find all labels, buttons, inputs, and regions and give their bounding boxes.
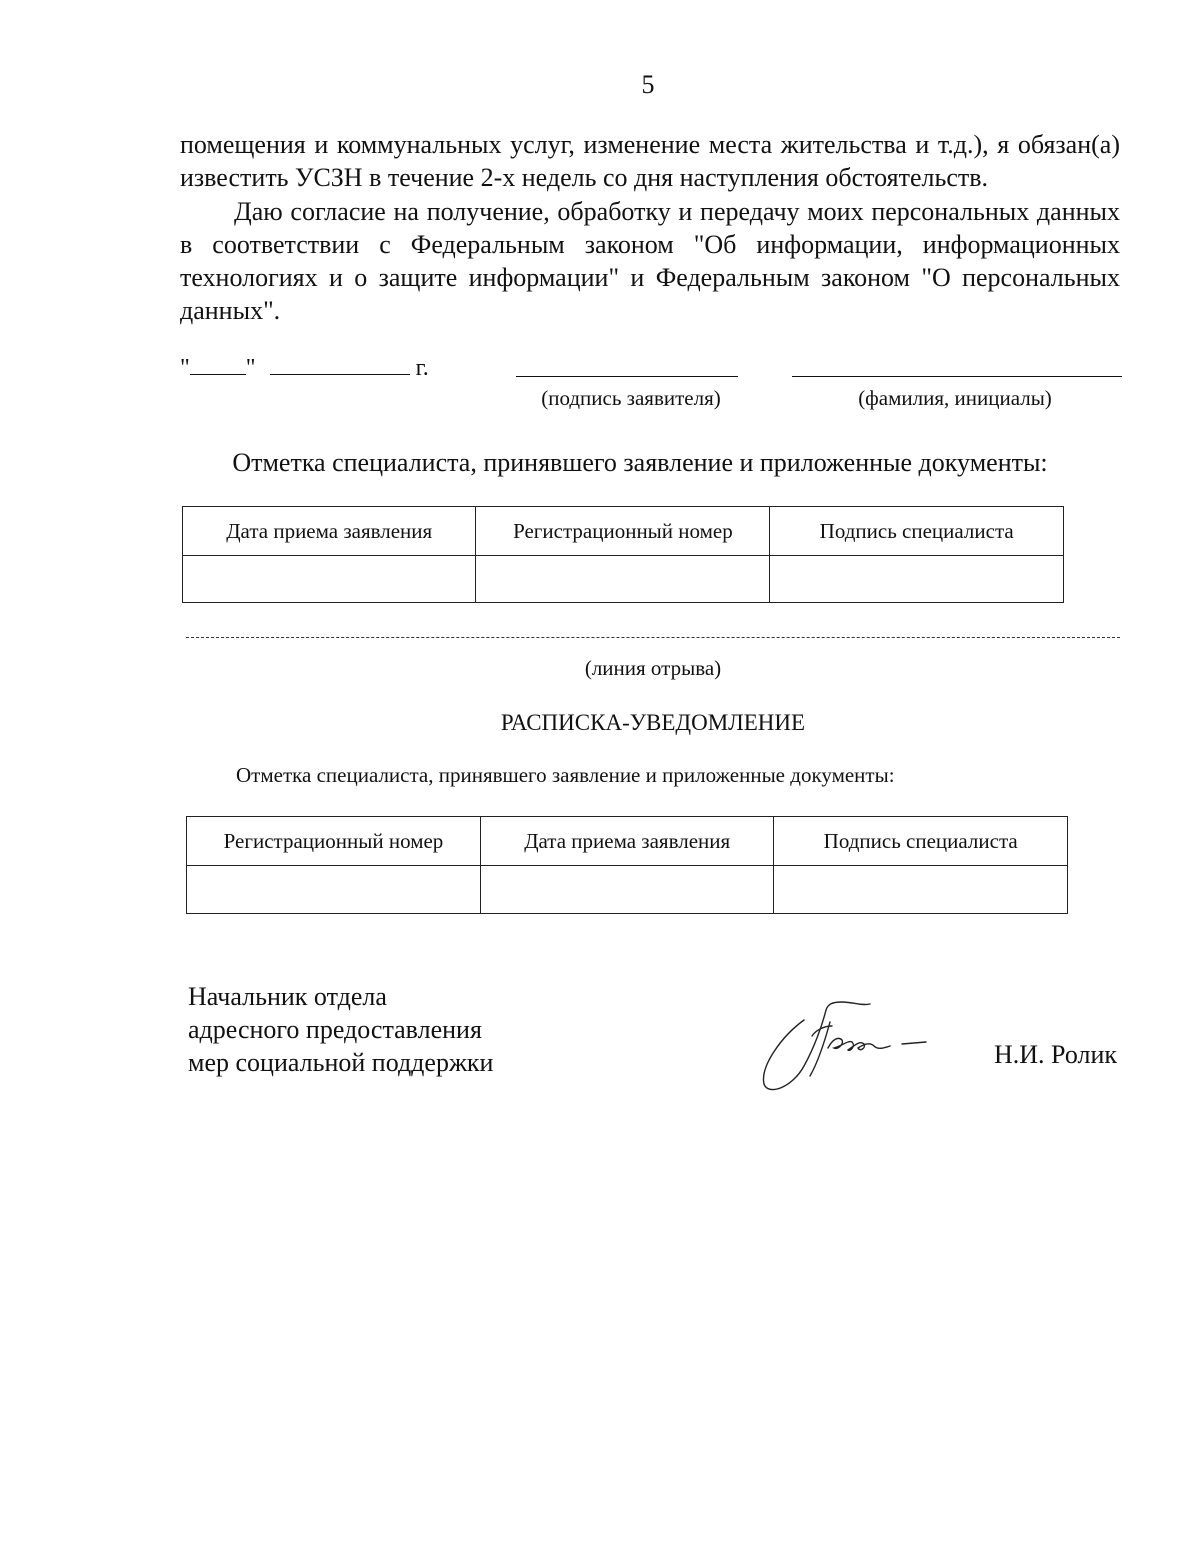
applicant-signature-caption: (подпись заявителя): [541, 386, 721, 410]
date-field: [180, 352, 429, 382]
cell-date-received: [480, 866, 773, 914]
table-row: [187, 866, 1068, 914]
table-header-row: [183, 507, 1064, 556]
table-header-row: [187, 817, 1068, 866]
paragraph-consent: Даю согласие на получение, обработку и передачу моих персональных данных в соответствии с Федеральным законом "Об информации, информационных технологиях и о защите информации" и Федеральным законом "О персональных данных".: [180, 197, 1120, 325]
handwritten-signature: [752, 996, 942, 1096]
cell-registration-number: [187, 866, 481, 914]
day-blank: [190, 352, 246, 375]
tear-line-caption: (линия отрыва): [584, 656, 722, 680]
signatory-name: Н.И. Ролик: [994, 1040, 1118, 1069]
header-date-received: Дата приема заявления: [183, 507, 476, 556]
signatory-position: [188, 980, 493, 1079]
table-row: [183, 556, 1064, 603]
quote-close: ": [245, 355, 256, 381]
specialist-heading: Отметка специалиста, принявшего заявление и приложенные документы:: [232, 448, 1048, 477]
receipt-title: РАСПИСКА-УВЕДОМЛЕНИЕ: [500, 710, 806, 735]
header-registration-number: Регистрационный номер: [187, 817, 481, 866]
applicant-name-line: [792, 376, 1122, 377]
month-blank: [270, 352, 410, 375]
header-specialist-signature: Подпись специалиста: [774, 817, 1068, 866]
tear-line: [186, 637, 1120, 638]
header-date-received: Дата приема заявления: [480, 817, 773, 866]
position-line-1: Начальник отдела: [188, 982, 387, 1011]
header-specialist-signature: Подпись специалиста: [770, 507, 1064, 556]
position-line-3: мер социальной поддержки: [188, 1048, 494, 1077]
quote-open: ": [180, 355, 190, 381]
cell-registration-number: [476, 556, 770, 603]
cell-date-received: [183, 556, 476, 603]
position-line-2: адресного предоставления: [188, 1015, 482, 1044]
specialist-table: [182, 506, 1064, 603]
page-number: 5: [641, 70, 655, 99]
cell-specialist-signature: [770, 556, 1064, 603]
header-registration-number: Регистрационный номер: [476, 507, 770, 556]
year-suffix: г.: [415, 355, 429, 381]
receipt-table: [186, 816, 1068, 914]
applicant-signature-line: [516, 376, 738, 377]
receipt-heading: Отметка специалиста, принявшего заявление и приложенные документы:: [236, 763, 895, 787]
applicant-name-caption: (фамилия, инициалы): [858, 386, 1052, 410]
paragraph-obligation: помещения и коммунальных услуг, изменение места жительства и т.д.), я обязан(а) известить УСЗН в течение 2-х недель со дня наступления обстоятельств.: [180, 130, 1120, 192]
cell-specialist-signature: [774, 866, 1068, 914]
